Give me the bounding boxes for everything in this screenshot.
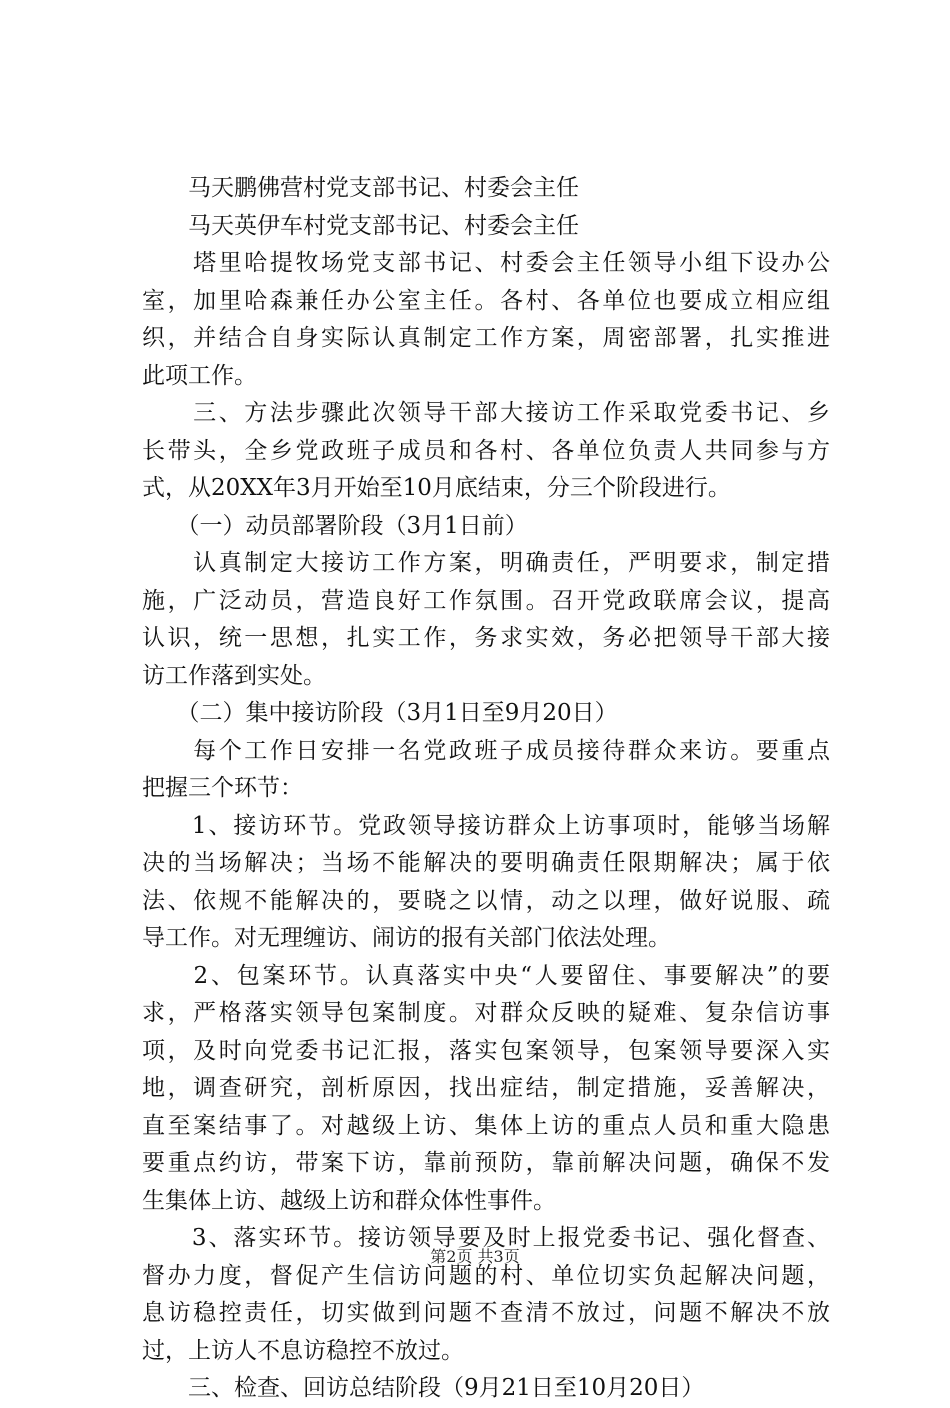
- text-line: 要重点约访，带案下访，靠前预防，靠前解决问题，确保不发: [142, 1150, 830, 1176]
- text-line: 过，上访人不息访稳控不放过。: [142, 1337, 464, 1364]
- text-line: 三、检查、回访总结阶段（9月21日至10月20日）: [142, 1375, 705, 1401]
- text-line: 室，加里哈森兼任办公室主任。各村、各单位也要成立相应组: [142, 287, 830, 314]
- text-line: 导工作。对无理缠访、闹访的报有关部门依法处理。: [142, 925, 671, 951]
- text-line: 息访稳控责任，切实做到问题不查清不放过，问题不解决不放: [142, 1300, 830, 1326]
- text-line: 求，严格落实领导包案制度。对群众反映的疑难、复杂信访事: [142, 1000, 830, 1026]
- text-line: 此项工作。: [142, 362, 257, 389]
- text-line: 地，调查研究，剖析原因，找出症结，制定措施，妥善解决，: [142, 1075, 830, 1101]
- text-line: 1、接访环节。党政领导接访群众上访事项时，能够当场解: [142, 812, 830, 839]
- text-line: 马天英伊车村党支部书记、村委会主任: [142, 212, 579, 239]
- text-line: 决的当场解决；当场不能解决的要明确责任限期解决；属于依: [142, 850, 830, 876]
- text-line: 直至案结事了。对越级上访、集体上访的重点人员和重大隐患: [142, 1112, 830, 1139]
- text-line: 项，及时向党委书记汇报，落实包案领导，包案领导要深入实: [142, 1037, 830, 1064]
- text-line: 生集体上访、越级上访和群众体性事件。: [142, 1187, 556, 1214]
- text-line: 认识，统一思想，扎实工作，务求实效，务必把领导干部大接: [142, 625, 830, 651]
- text-line: 每个工作日安排一名党政班子成员接待群众来访。要重点: [142, 737, 830, 764]
- page-number: 第2页 共3页: [430, 1247, 520, 1266]
- text-line: 织，并结合自身实际认真制定工作方案，周密部署，扎实推进: [142, 325, 830, 351]
- text-line: 施，广泛动员，营造良好工作氛围。召开党政联席会议，提高: [142, 587, 830, 614]
- text-line: 2、包案环节。认真落实中央“人要留住、事要解决”的要: [142, 962, 830, 989]
- text-line: 马天鹏佛营村党支部书记、村委会主任: [142, 175, 579, 201]
- text-line: 三、方法步骤此次领导干部大接访工作采取党委书记、乡: [142, 400, 830, 426]
- text-line: 式，从20XX年3月开始至10月底结束，分三个阶段进行。: [142, 475, 731, 501]
- document-body: [142, 170, 830, 1408]
- text-line: 塔里哈提牧场党支部书记、村委会主任领导小组下设办公: [142, 250, 830, 276]
- text-line: 把握三个环节：: [142, 775, 303, 801]
- text-line: 督办力度，督促产生信访问题的村、单位切实负起解决问题，: [142, 1262, 830, 1289]
- text-line: （一）动员部署阶段（3月1日前）: [142, 512, 528, 539]
- text-line: 长带头，全乡党政班子成员和各村、各单位负责人共同参与方: [142, 437, 830, 464]
- text-line: 3、落实环节。接访领导要及时上报党委书记、强化督查、: [142, 1225, 830, 1251]
- text-line: 法、依规不能解决的，要晓之以情，动之以理，做好说服、疏: [142, 887, 830, 914]
- text-line: （二）集中接访阶段（3月1日至9月20日）: [142, 700, 618, 726]
- text-line: 认真制定大接访工作方案，明确责任，严明要求，制定措: [142, 550, 830, 576]
- text-line: 访工作落到实处。: [142, 662, 326, 689]
